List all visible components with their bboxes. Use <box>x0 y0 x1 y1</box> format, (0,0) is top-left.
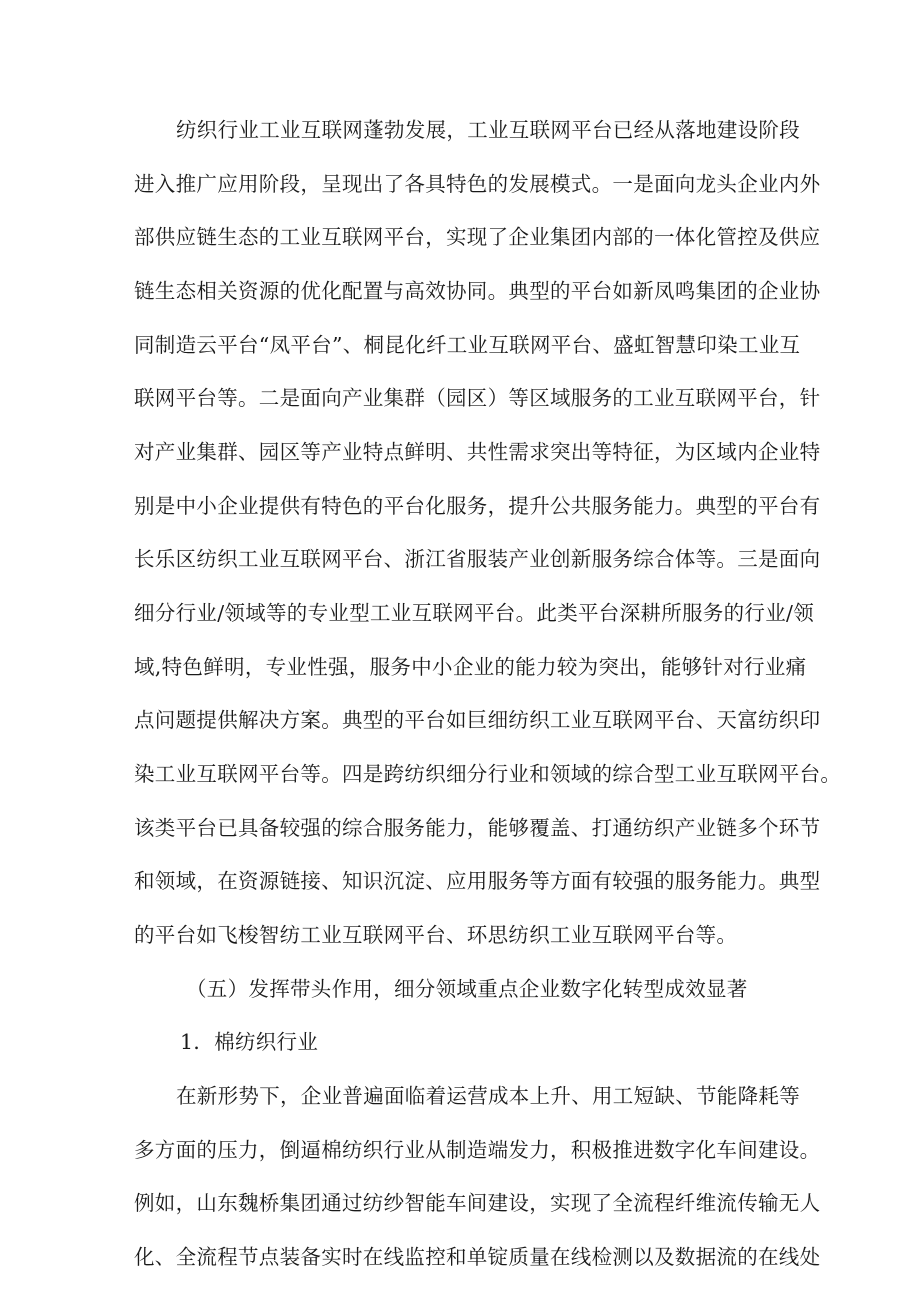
paragraph-1-line-2: 进入推广应用阶段，呈现出了各具特色的发展模式。一是面向龙头企业内外 <box>134 172 821 196</box>
paragraph-1-line-13: 染工业互联网平台等。四是跨纺织细分行业和领域的综合型工业互联网平台。 <box>134 762 842 786</box>
paragraph-2-line-1: 在新形势下，企业普遍面临着运营成本上升、用工短缺、节能降耗等 <box>176 1084 800 1108</box>
paragraph-1-line-6: 联网平台等。二是面向产业集群（园区）等区域服务的工业互联网平台，针 <box>134 386 821 410</box>
paragraph-1-line-10: 细分行业/领域等的专业型工业互联网平台。此类平台深耕所服务的行业/领 <box>134 601 815 625</box>
paragraph-2-line-3: 例如，山东魏桥集团通过纺纱智能车间建设，实现了全流程纤维流传输无人 <box>134 1191 821 1215</box>
subsection-heading: 1．棉纺织行业 <box>180 1030 319 1054</box>
paragraph-2-line-4: 化、全流程节点装备实时在线监控和单锭质量在线检测以及数据流的在线处 <box>134 1245 821 1269</box>
paragraph-1-line-7: 对产业集群、园区等产业特点鲜明、共性需求突出等特征，为区域内企业特 <box>134 440 821 464</box>
paragraph-1-line-11: 域,特色鲜明，专业性强，服务中小企业的能力较为突出，能够针对行业痛 <box>134 655 807 679</box>
paragraph-1-line-3: 部供应链生态的工业互联网平台，实现了企业集团内部的一体化管控及供应 <box>134 225 821 249</box>
paragraph-1-line-4: 链生态相关资源的优化配置与高效协同。典型的平台如新凤鸣集团的企业协 <box>134 279 821 303</box>
paragraph-1-line-14: 该类平台已具备较强的综合服务能力，能够覆盖、打通纺织产业链多个环节 <box>134 816 821 840</box>
paragraph-1-line-15: 和领域，在资源链接、知识沉淀、应用服务等方面有较强的服务能力。典型 <box>134 869 821 893</box>
section-heading: （五）发挥带头作用，细分领域重点企业数字化转型成效显著 <box>186 977 748 1001</box>
paragraph-1-line-8: 别是中小企业提供有特色的平台化服务，提升公共服务能力。典型的平台有 <box>134 494 821 518</box>
paragraph-1-line-16: 的平台如飞梭智纺工业互联网平台、环思纺织工业互联网平台等。 <box>134 923 738 947</box>
paragraph-1-line-1: 纺织行业工业互联网蓬勃发展，工业互联网平台已经从落地建设阶段 <box>176 118 800 142</box>
paragraph-2-line-2: 多方面的压力，倒逼棉纺织行业从制造端发力，积极推进数字化车间建设。 <box>134 1138 821 1162</box>
paragraph-1-line-5: 同制造云平台“凤平台”、桐昆化纤工业互联网平台、盛虹智慧印染工业互 <box>134 333 801 357</box>
paragraph-1-line-9: 长乐区纺织工业互联网平台、浙江省服装产业创新服务综合体等。三是面向 <box>134 547 821 571</box>
paragraph-1-line-12: 点问题提供解决方案。典型的平台如巨细纺织工业互联网平台、天富纺织印 <box>134 708 821 732</box>
